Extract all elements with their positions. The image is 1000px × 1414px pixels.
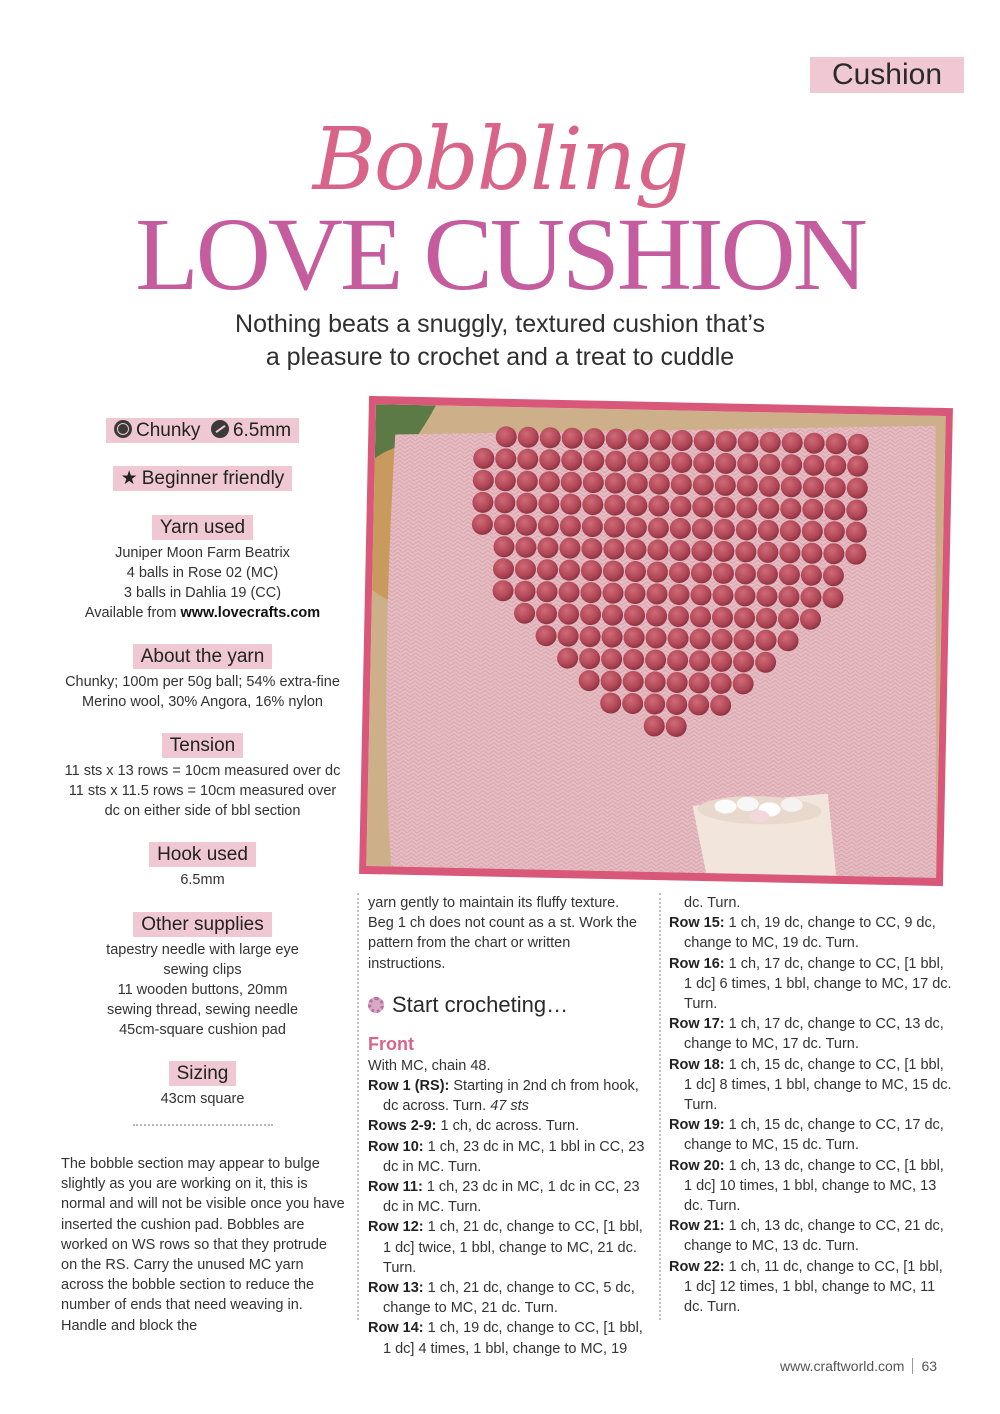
page-number: 63 — [921, 1358, 938, 1374]
pattern-row — [368, 1137, 648, 1177]
pattern-row — [669, 1014, 954, 1054]
hook-icon — [211, 420, 229, 438]
list-item: 45cm-square cushion pad — [119, 1022, 286, 1038]
text-line: 3 balls in Dahlia 19 (CC) — [123, 585, 282, 601]
pattern-row — [669, 1257, 954, 1318]
level-pill — [113, 466, 293, 491]
row-text: 1 ch, 23 dc in MC, 1 dc in CC, 23 dc in MC. Turn. — [383, 1179, 640, 1216]
yarn-used-section — [55, 515, 350, 623]
row-text: 1 ch, 21 dc, change to CC, [1 bbl, 1 dc] twice, 1 bbl, change to MC, 21 dc. Turn. — [383, 1219, 643, 1276]
row-text: 1 ch, 11 dc, change to CC, [1 bbl, 1 dc] 12 times, 1 bbl, change to MC, 11 dc. Turn. — [684, 1258, 943, 1316]
pattern-row — [368, 1076, 648, 1116]
text-line: dc on either side of bbl section — [104, 803, 301, 819]
row-label: Row 20: — [669, 1157, 725, 1174]
hook-used-value: 6.5mm — [180, 872, 225, 888]
pattern-row — [368, 1278, 648, 1318]
other-supplies-section — [55, 912, 350, 1040]
column-divider — [659, 893, 661, 1320]
start-heading-label: Start crocheting… — [392, 991, 569, 1017]
star-icon: ★ — [120, 468, 138, 489]
section-heading: Hook used — [149, 842, 256, 867]
text-line: 11 sts x 13 rows = 10cm measured over dc — [64, 763, 341, 779]
row-text: 1 ch, 13 dc, change to CC, [1 bbl, 1 dc] 10 times, 1 bbl, change to MC, 13 dc. Turn. — [684, 1157, 944, 1215]
pattern-row — [368, 1116, 648, 1136]
cushion-photo-frame — [359, 396, 953, 886]
intro-paragraph-continued: yarn gently to maintain its fluffy texture. Beg 1 ch does not count as a st. Work the pattern from the chart or written instructions. — [368, 895, 637, 972]
level-label: Beginner friendly — [141, 468, 285, 489]
row-label: Row 13: — [368, 1280, 424, 1297]
row-text: 1 ch, 19 dc, change to CC, 9 dc, change to MC, 19 dc. Turn. — [684, 915, 936, 952]
pattern-row — [669, 1216, 954, 1256]
flower-icon — [368, 997, 384, 1013]
supplier-link[interactable]: www.lovecrafts.com — [180, 605, 321, 621]
text-line: 4 balls in Rose 02 (MC) — [126, 565, 279, 581]
section-heading: Yarn used — [152, 515, 253, 540]
row-label: Row 10: — [368, 1138, 424, 1155]
row-label: Row 14: — [368, 1320, 424, 1337]
row-label: Row 15: — [669, 915, 725, 932]
yarn-used-details — [55, 543, 350, 623]
pattern-row — [669, 913, 954, 953]
hook-used-section — [55, 842, 350, 890]
pattern-row — [669, 1156, 954, 1217]
pattern-column-1 — [368, 893, 648, 1359]
row-label: Row 19: — [669, 1117, 725, 1134]
level-badge — [55, 466, 350, 491]
yarn-weight: Chunky — [135, 420, 201, 441]
supplies-list — [55, 940, 350, 1040]
row-stitch-count: 47 sts — [490, 1098, 529, 1115]
yarn-ball-icon — [114, 420, 132, 438]
pattern-row — [669, 954, 954, 1015]
sizing-section — [55, 1061, 350, 1109]
start-crocheting-heading — [368, 990, 648, 1020]
page-footer — [780, 1358, 937, 1374]
row-label: Row 18: — [669, 1056, 725, 1073]
cushion-illustration — [366, 404, 946, 878]
row-label: Row 11: — [368, 1179, 423, 1196]
footer-url[interactable]: www.craftworld.com — [780, 1358, 905, 1374]
row-label: Rows 2-9: — [368, 1118, 437, 1135]
about-yarn-details — [55, 672, 350, 712]
text-line: Chunky; 100m per 50g ball; 54% extra-fine — [65, 674, 340, 690]
section-heading: Tension — [162, 733, 244, 758]
cushion-photo — [366, 404, 946, 878]
section-tag: Cushion — [810, 57, 964, 93]
pattern-row — [368, 1217, 648, 1278]
pattern-row — [368, 1318, 648, 1358]
list-item: sewing thread, sewing needle — [106, 1002, 299, 1018]
text-line: Merino wool, 30% Angora, 16% nylon — [81, 694, 323, 710]
row-text: 1 ch, 17 dc, change to CC, 13 dc, change to MC, 17 dc. Turn. — [684, 1016, 944, 1053]
section-heading: Other supplies — [133, 912, 272, 937]
divider — [133, 1124, 273, 1126]
marshmallow-bowl — [691, 791, 838, 876]
row-label: Row 21: — [669, 1218, 725, 1235]
row-text: Starting in 2nd ch from hook, dc across. Turn. — [383, 1078, 639, 1115]
standfirst-line: a pleasure to crochet and a treat to cuddle — [265, 343, 735, 371]
row-text: 1 ch, 19 dc, change to CC, [1 bbl, 1 dc] 4 times, 1 bbl, change to MC, 19 — [383, 1320, 643, 1357]
row-text: 1 ch, 15 dc, change to CC, [1 bbl, 1 dc] 8 times, 1 bbl, change to MC, 15 dc. Turn. — [684, 1056, 952, 1114]
intro-paragraph: The bobble section may appear to bulge slightly as you are working on it, this is normal and will not be visible once you have inserted the cushion pad. Bobbles are worked on WS rows so that they protrude on the RS. Carry the unused MC yarn across the bobble section to reduce the number of ends that need weaving in. Handle and block the — [61, 1156, 345, 1334]
pattern-column-2 — [669, 893, 954, 1317]
column-divider — [357, 893, 359, 1320]
text-line: 11 sts x 11.5 rows = 10cm measured over — [68, 783, 337, 799]
hook-size: 6.5mm — [232, 420, 292, 441]
row-text: 1 ch, 23 dc in MC, 1 bbl in CC, 23 dc in MC. Turn. — [383, 1138, 645, 1175]
list-item: 11 wooden buttons, 20mm — [117, 982, 288, 998]
row-text: 1 ch, 15 dc, change to CC, 17 dc, change to MC, 15 dc. Turn. — [684, 1117, 944, 1154]
availability-line — [55, 603, 350, 623]
footer-divider — [912, 1358, 913, 1374]
row-label: Row 12: — [368, 1219, 424, 1236]
pattern-row-continued: dc. Turn. — [684, 895, 741, 911]
row-label: Row 17: — [669, 1016, 725, 1033]
weight-hook-pill — [106, 418, 299, 443]
page-title: LOVE CUSHION — [135, 197, 865, 312]
standfirst-line: Nothing beats a snuggly, textured cushion that’s — [235, 310, 765, 338]
list-item: sewing clips — [163, 962, 242, 978]
title-script: Bobbling — [312, 110, 688, 210]
row-text: 1 ch, 17 dc, change to CC, [1 bbl, 1 dc] 6 times, 1 bbl, change to MC, 17 dc. Turn. — [684, 955, 952, 1013]
row-text: 1 ch, 21 dc, change to CC, 5 dc, change to MC, 21 dc. Turn. — [383, 1280, 635, 1317]
sizing-value: 43cm square — [160, 1091, 245, 1107]
list-item: tapestry needle with large eye — [106, 942, 299, 958]
pattern-row — [669, 1055, 954, 1116]
text-line: Juniper Moon Farm Beatrix — [115, 545, 290, 561]
row-label: Row 22: — [669, 1258, 725, 1275]
row-text: 1 ch, dc across. Turn. — [436, 1118, 580, 1135]
pattern-row — [368, 1177, 648, 1217]
section-heading: About the yarn — [133, 644, 273, 669]
row-label: Row 16: — [669, 955, 725, 972]
intro-text-column — [61, 1154, 346, 1336]
weight-hook-badge — [55, 418, 350, 443]
front-intro: With MC, chain 48. — [368, 1057, 491, 1074]
tension-section — [55, 733, 350, 821]
tension-details — [55, 761, 350, 821]
section-heading: Sizing — [169, 1061, 237, 1086]
about-yarn-section — [55, 644, 350, 712]
row-text: 1 ch, 13 dc, change to CC, 21 dc, change to MC, 13 dc. Turn. — [684, 1218, 944, 1255]
pattern-row — [669, 1115, 954, 1155]
availability-prefix: Available from — [84, 605, 181, 621]
standfirst — [0, 308, 1000, 374]
front-heading: Front — [368, 1033, 414, 1054]
row-label: Row 1 (RS): — [368, 1078, 450, 1095]
